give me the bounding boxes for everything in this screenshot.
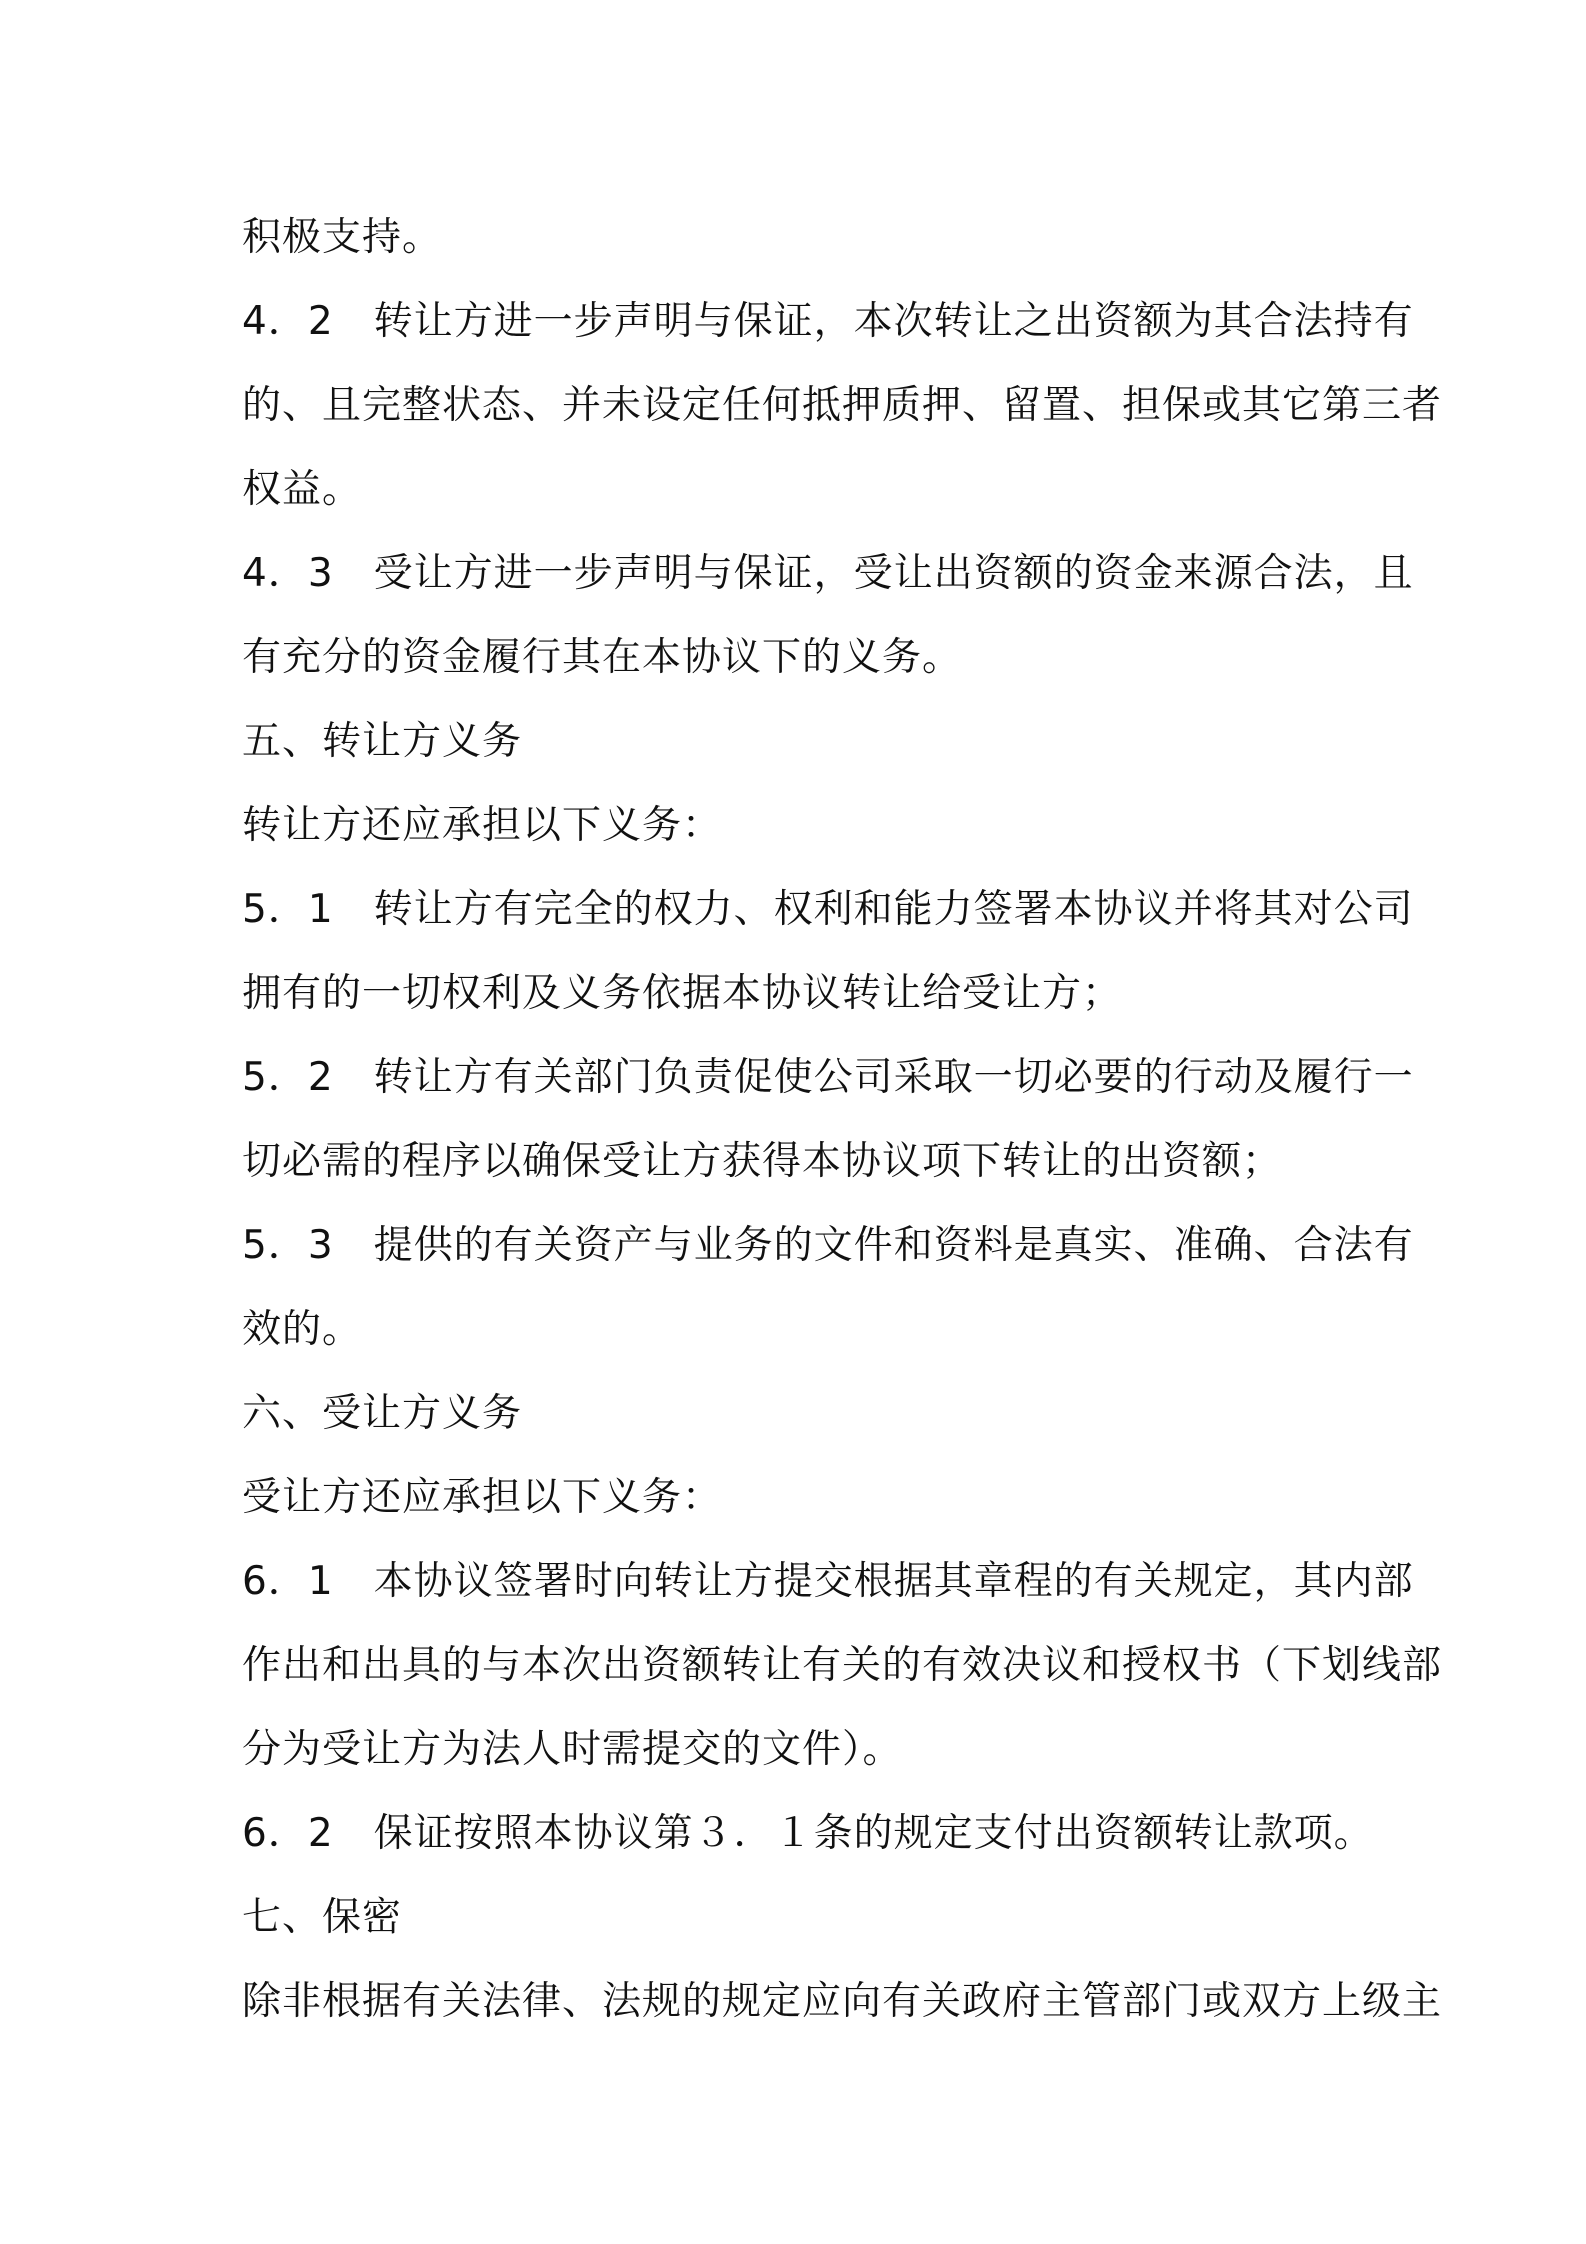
clause-6-2-line-1: 6．2 保证按照本协议第３．１条的规定支付出资额转让款项。 bbox=[242, 1811, 1374, 1856]
clause-6-1-line-2: 作出和出具的与本次出资额转让有关的有效决议和授权书（下划线部 bbox=[242, 1643, 1443, 1688]
clause-4-2-line-3: 权益。 bbox=[242, 467, 363, 512]
clause-5-1-line-1: 5．1 转让方有完全的权力、权利和能力签署本协议并将其对公司 bbox=[242, 887, 1414, 932]
clause-4-2-line-2: 的、且完整状态、并未设定任何抵押质押、留置、担保或其它第三者 bbox=[242, 383, 1443, 428]
clause-5-1-line-2: 拥有的一切权利及义务依据本协议转让给受让方； bbox=[242, 971, 1123, 1016]
section-5-heading: 五、转让方义务 bbox=[242, 719, 523, 764]
section-5-intro: 转让方还应承担以下义务： bbox=[242, 803, 723, 848]
document-body bbox=[242, 196, 1443, 2044]
clause-4-3-line-1: 4．3 受让方进一步声明与保证，受让出资额的资金来源合法，且 bbox=[242, 551, 1414, 596]
clause-4-3-line-2: 有充分的资金履行其在本协议下的义务。 bbox=[242, 635, 963, 680]
section-7-heading: 七、保密 bbox=[242, 1895, 403, 1940]
clause-5-3-line-2: 效的。 bbox=[242, 1307, 363, 1352]
clause-5-3-line-1: 5．3 提供的有关资产与业务的文件和资料是真实、准确、合法有 bbox=[242, 1223, 1414, 1268]
clause-4-2-line-1: 4．2 转让方进一步声明与保证，本次转让之出资额为其合法持有 bbox=[242, 299, 1414, 344]
clause-5-2-line-1: 5．2 转让方有关部门负责促使公司采取一切必要的行动及履行一 bbox=[242, 1055, 1414, 1100]
clause-5-2-line-2: 切必需的程序以确保受让方获得本协议项下转让的出资额； bbox=[242, 1139, 1283, 1184]
section-6-intro: 受让方还应承担以下义务： bbox=[242, 1475, 723, 1520]
section-6-heading: 六、受让方义务 bbox=[242, 1391, 523, 1436]
section-7-line-1: 除非根据有关法律、法规的规定应向有关政府主管部门或双方上级主 bbox=[242, 1979, 1443, 2024]
clause-6-1-line-1: 6．1 本协议签署时向转让方提交根据其章程的有关规定，其内部 bbox=[242, 1559, 1414, 1604]
clause-6-1-line-3: 分为受让方为法人时需提交的文件）。 bbox=[242, 1727, 903, 1772]
text-line: 积极支持。 bbox=[242, 215, 443, 260]
